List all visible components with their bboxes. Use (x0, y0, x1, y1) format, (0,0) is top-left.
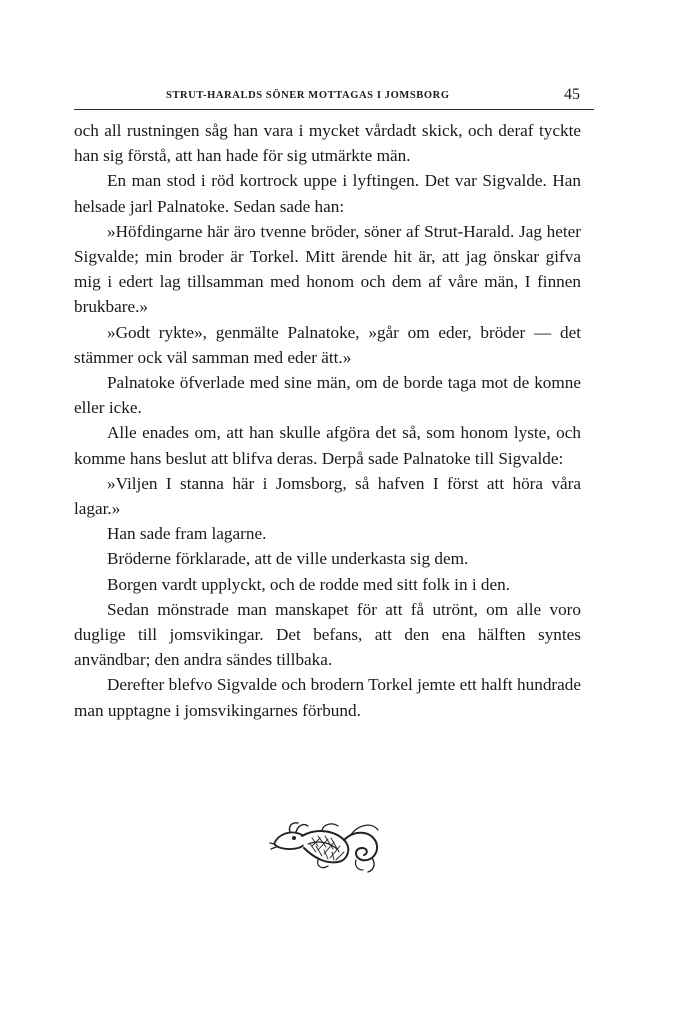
sea-serpent-ornament-icon (268, 810, 384, 874)
running-head (74, 88, 594, 110)
paragraph-12: Derefter blefvo Sigvalde och brodern Torkel jemte ett halft hundrade man upptagne i jomsvikingarnes förbund. (74, 675, 581, 720)
paragraph-8: Han sade fram lagarne. (107, 524, 267, 544)
header-rule (74, 109, 594, 110)
page-number: 45 (564, 86, 580, 103)
paragraph-6: Alle enades om, att han skulle afgöra det så, som honom lyste, och komme hans beslut att blifva deras. Derpå sade Palnatoke till Sigvalde: (74, 423, 581, 468)
paragraph-3: »Höfdingarne här äro tvenne bröder, söner af Strut-Harald. Jag heter Sigvalde; min broder är Torkel. Mitt ärende hit är, att jag önskar gifva mig i edert lag tillsamman med honom och dem af våre män, I finnen brukbare.» (74, 221, 581, 317)
paragraph-9: Bröderne förklarade, att de ville underkasta sig dem. (107, 549, 469, 569)
paragraph-11: Sedan mönstrade man manskapet för att få utrönt, om alle voro duglige till jomsvikingar. Det befans, att den ena hälften syntes användbar; den andra sändes tillbaka. (74, 599, 581, 670)
paragraph-5: Palnatoke öfverlade med sine män, om de borde taga mot de komne eller icke. (74, 373, 581, 418)
paragraph-1: och all rustningen såg han vara i mycket vårdadt skick, och deraf tyckte han sig förstå, att han hade för sig utmärkte män. (74, 121, 581, 166)
paragraph-10: Borgen vardt upplyckt, och de rodde med sitt folk in i den. (107, 574, 511, 594)
body-text (74, 118, 581, 723)
paragraph-2: En man stod i röd kortrock uppe i lyftingen. Det var Sigvalde. Han helsade jarl Palnatoke. Sedan sade han: (74, 171, 581, 216)
running-title: STRUT-HARALDS SÖNER MOTTAGAS I JOMSBORG (166, 90, 450, 101)
paragraph-7: »Viljen I stanna här i Jomsborg, så hafven I först att höra våra lagar.» (74, 473, 581, 519)
paragraph-4: »Godt rykte», genmälte Palnatoke, »går om eder, bröder — det stämmer ock väl samman med eder ätt.» (74, 322, 581, 367)
ornament-drawing (268, 810, 384, 874)
